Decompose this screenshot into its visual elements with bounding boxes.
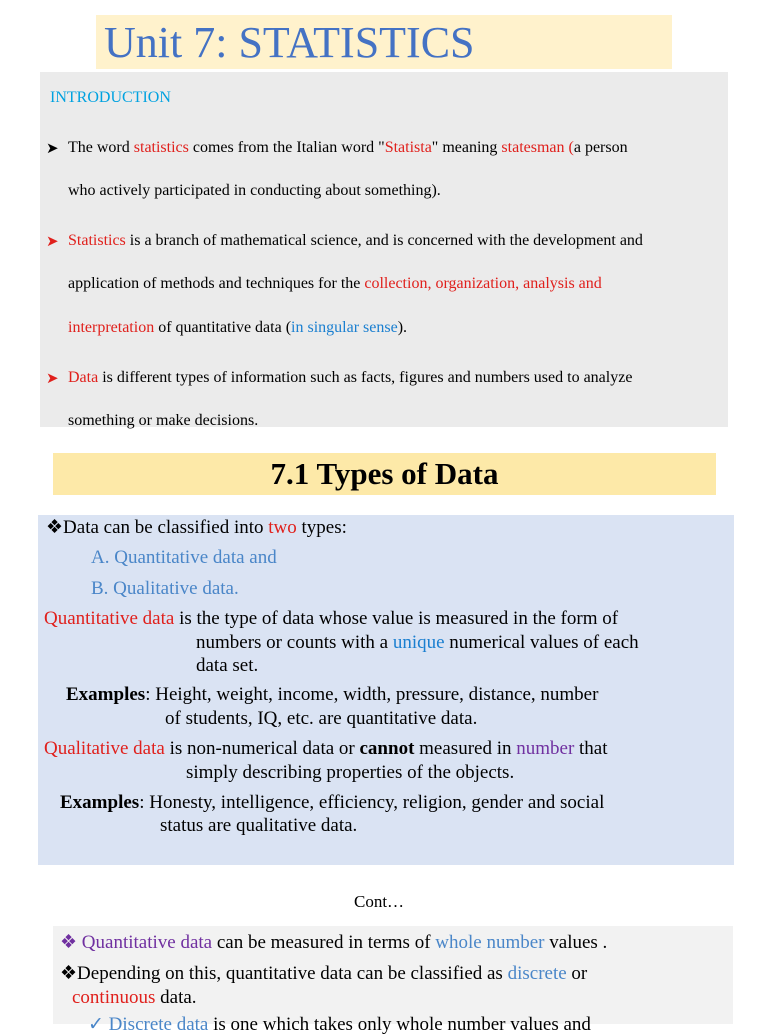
intro-p3-line2: something or make decisions. [68,412,259,429]
diamond-bullet-icon: ❖ [60,963,78,984]
checkmark-icon: ✓ [88,1014,104,1035]
diamond-bullet-icon: ❖ [60,932,78,953]
intro-p1-line2: who actively participated in conducting about something). [68,182,441,199]
quantitative-examples-line1: Examples: Height, weight, income, width, pressure, distance, number [66,684,599,705]
qualitative-examples-line1: Examples: Honesty, intelligence, efficiency, religion, gender and social [60,792,605,813]
continued-label: Cont… [354,892,405,911]
qualitative-def-line2: simply describing properties of the objects. [186,762,515,783]
cont-line3: continuous data. [72,987,197,1008]
qualitative-examples-line2: status are qualitative data. [160,815,358,836]
title-box [96,15,672,69]
continued-box [53,926,733,1035]
cont-line4: ✓ Discrete data is one which takes only whole number values and [88,1014,591,1035]
types-line1: ❖Data can be classified into two types: [46,517,347,538]
intro-p2-line1: Statistics is a branch of mathematical science, and is concerned with the development and [68,232,643,249]
arrow-bullet-icon: ➤ [46,234,59,250]
cont-line2: ❖Depending on this, quantitative data can be classified as discrete or [60,963,588,984]
qualitative-def-line1: Qualitative data is non-numerical data or cannot measured in number that [44,738,608,759]
intro-p2-line3: interpretation of quantitative data (in singular sense). [68,319,408,336]
section-title-box [53,453,716,495]
quantitative-def-line1: Quantitative data is the type of data whose value is measured in the form of [44,608,619,629]
quantitative-def-line2: numbers or counts with a unique numerical values of each [196,632,639,653]
intro-p1-line1: The word statistics comes from the Italian word "Statista" meaning statesman (a person [68,139,628,156]
section-title: 7.1 Types of Data [270,456,499,491]
quantitative-examples-line2: of students, IQ, etc. are quantitative data. [165,708,478,729]
cont-line1: ❖ Quantitative data can be measured in terms of whole number values . [60,932,608,953]
arrow-bullet-icon: ➤ [46,141,59,157]
arrow-bullet-icon: ➤ [46,371,59,387]
introduction-label: INTRODUCTION [50,89,171,106]
types-item-a: A. Quantitative data and [91,547,277,568]
page-title: Unit 7: STATISTICS [104,18,475,67]
intro-p3-line1: Data is different types of information such as facts, figures and numbers used to analyze [68,369,633,386]
diamond-bullet-icon: ❖ [46,517,64,538]
quantitative-def-line3: data set. [196,655,259,676]
types-item-b: B. Qualitative data. [91,578,239,599]
intro-p2-line2: application of methods and techniques for the collection, organization, analysis and [68,275,602,292]
